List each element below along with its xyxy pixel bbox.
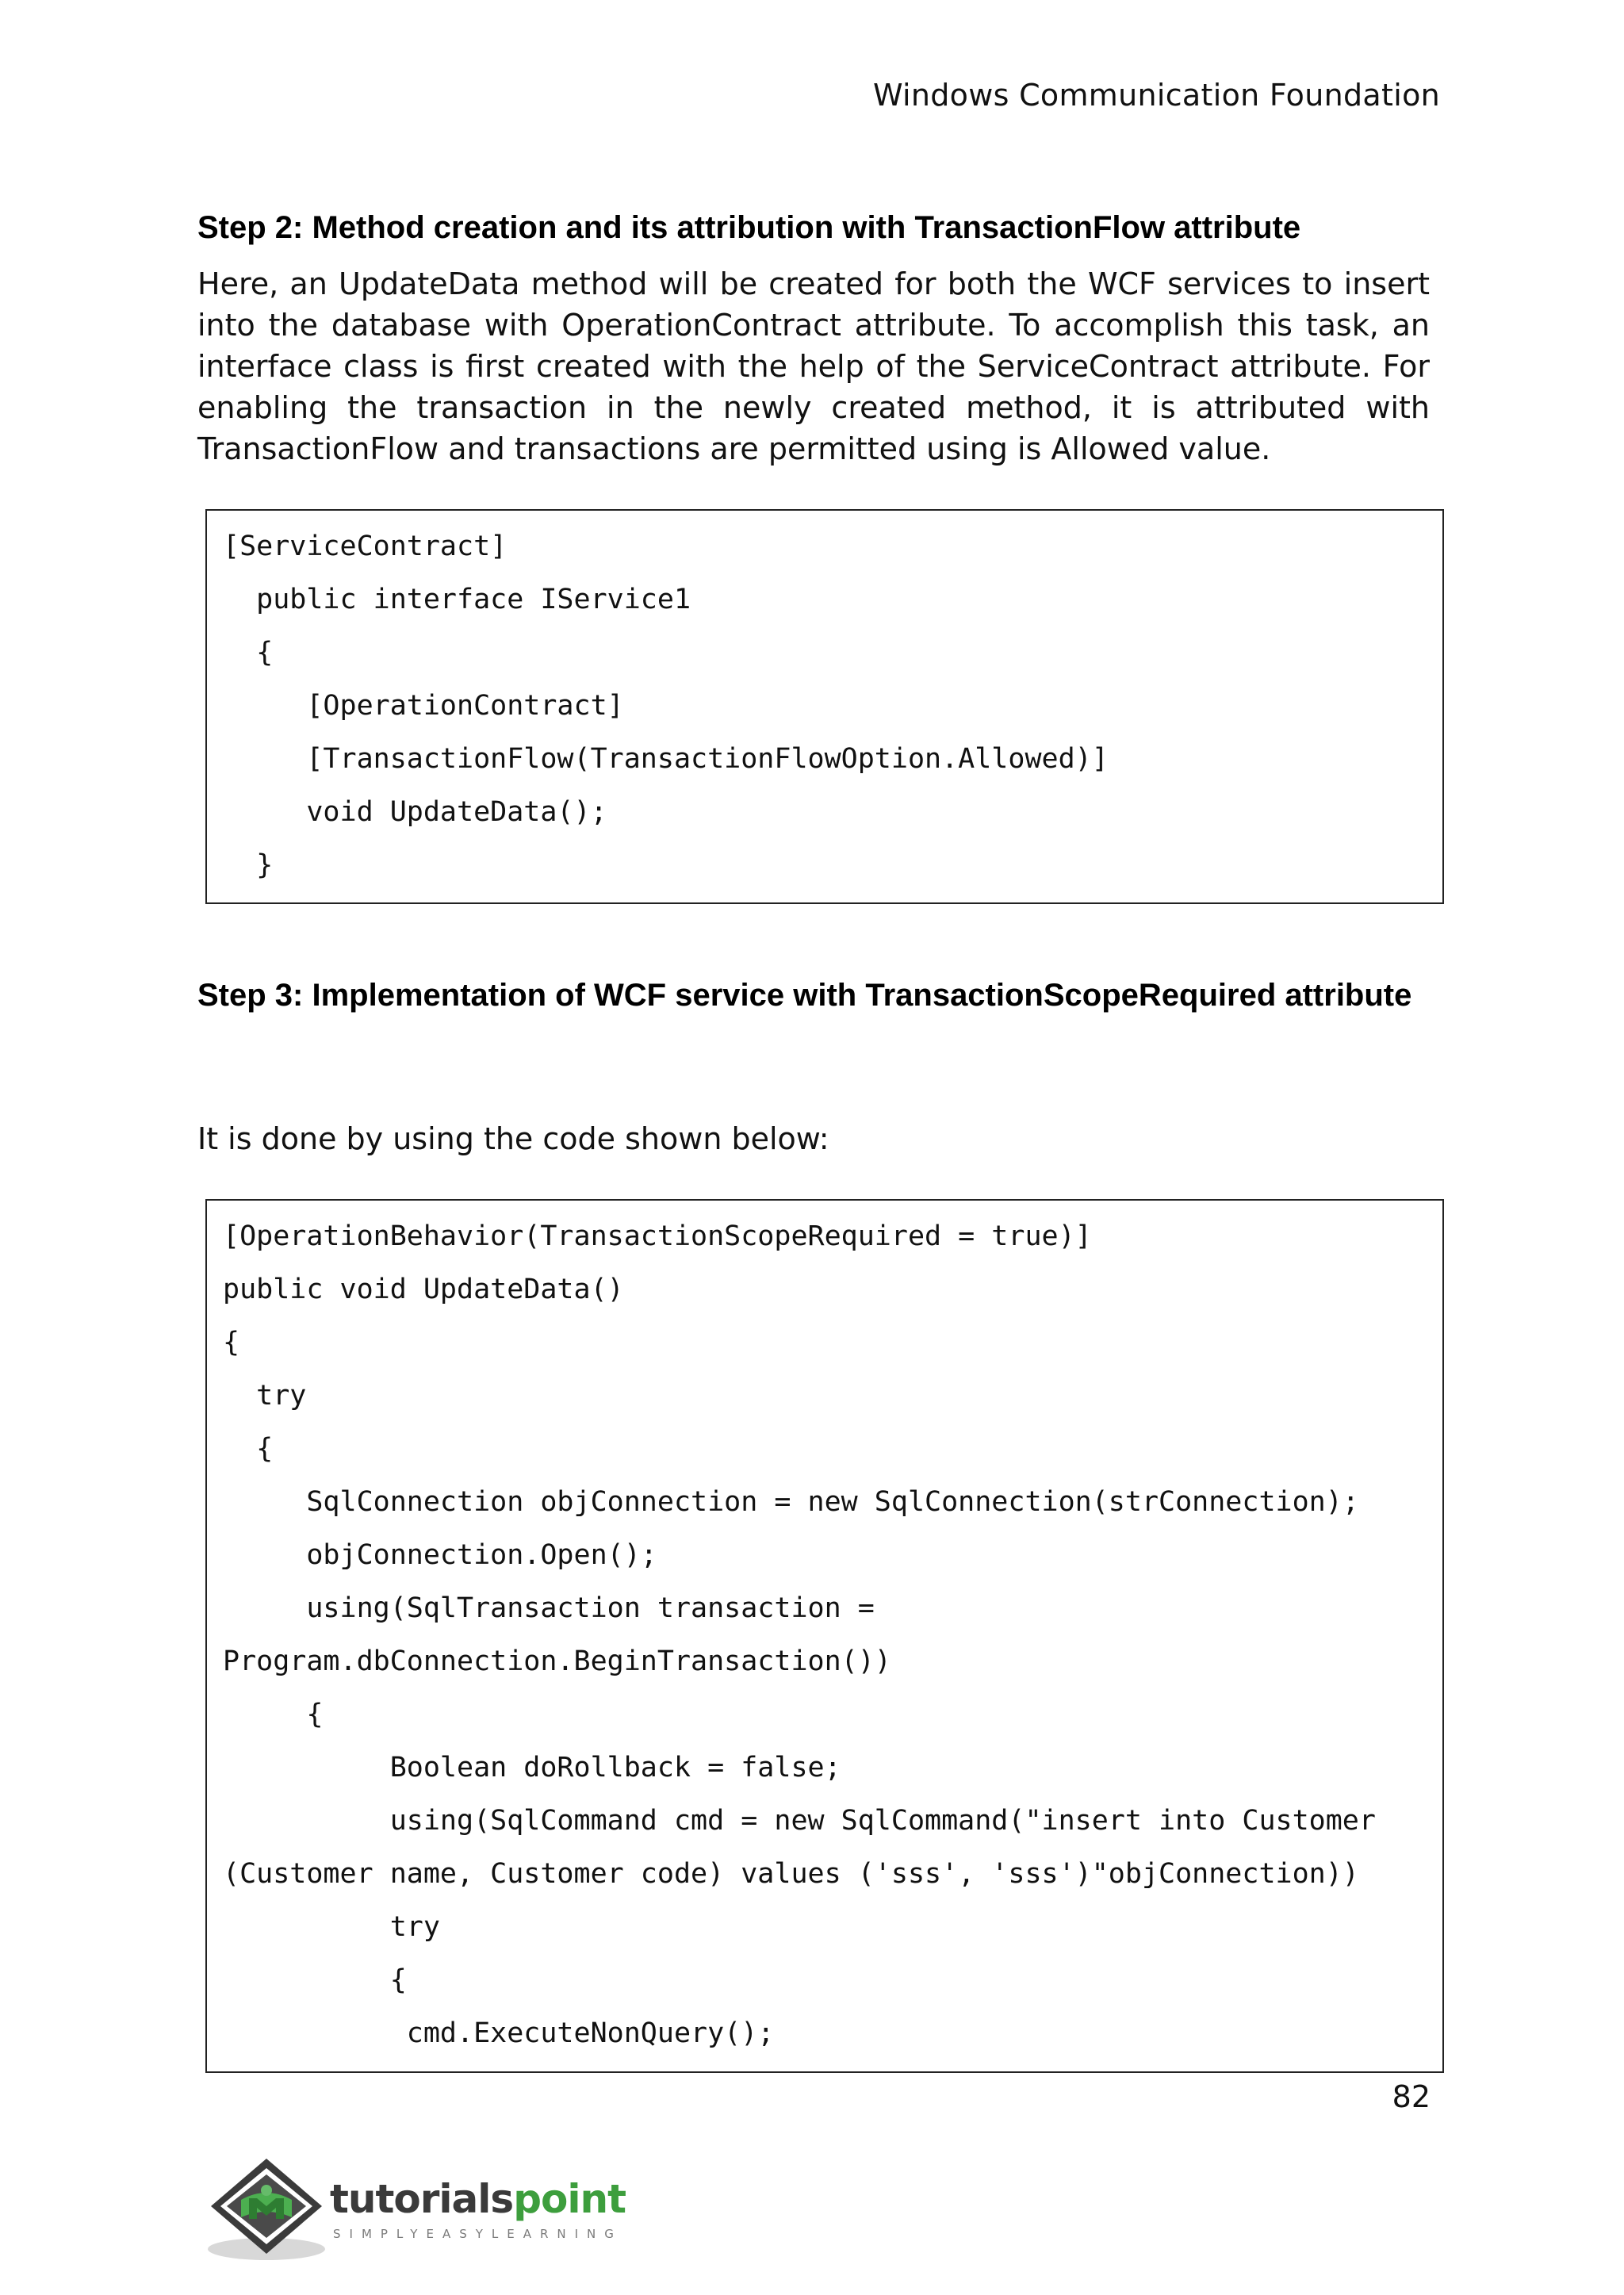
code-line: { bbox=[223, 1964, 407, 1996]
code-line: [ServiceContract] bbox=[223, 531, 508, 562]
logo-tagline: SIMPLYEASYLEARNING bbox=[333, 2227, 622, 2241]
code-line: Boolean doRollback = false; bbox=[223, 1752, 841, 1784]
code-line: [OperationContract] bbox=[223, 690, 624, 722]
code-line: { bbox=[223, 1327, 240, 1358]
code-line: SqlConnection objConnection = new SqlConnection(strConnection); bbox=[223, 1486, 1359, 1518]
code-line: (Customer name, Customer code) values ('sss', 'sss')"objConnection)) bbox=[223, 1858, 1359, 1890]
code-line: try bbox=[223, 1911, 440, 1943]
code-line: [OperationBehavior(TransactionScopeRequired = true)] bbox=[223, 1220, 1092, 1252]
logo-word-main: tutorials bbox=[330, 2176, 514, 2222]
code-line: using(SqlTransaction transaction = bbox=[223, 1592, 875, 1624]
code-line: public void UpdateData() bbox=[223, 1274, 624, 1305]
step-2-paragraph: Here, an UpdateData method will be created for both the WCF services to insert into the database with OperationContract attribute. To accomplish this task, an interface class is first created with the help of the ServiceContract attribute. For enabling the transaction in the newly created method, it is attributed with TransactionFlow and transactions are permitted using is Allowed value. bbox=[197, 266, 1430, 466]
code-line: public interface IService1 bbox=[223, 584, 691, 615]
code-block-update-data bbox=[205, 1199, 1444, 2073]
logo-wordmark bbox=[330, 2176, 626, 2222]
code-line: Program.dbConnection.BeginTransaction()) bbox=[223, 1646, 891, 1677]
step-3-heading: Step 3: Implementation of WCF service with TransactionScopeRequired attribute bbox=[197, 978, 1412, 1013]
step-3-paragraph: It is done by using the code shown below: bbox=[197, 1121, 829, 1156]
code-line: } bbox=[223, 849, 274, 881]
step-2-heading: Step 2: Method creation and its attribution with TransactionFlow attribute bbox=[197, 210, 1301, 245]
tutorialspoint-logo bbox=[203, 2151, 647, 2270]
logo-emblem-icon bbox=[203, 2151, 330, 2270]
code-line: { bbox=[223, 1433, 274, 1465]
code-line: try bbox=[223, 1380, 307, 1412]
logo-word-accent: point bbox=[513, 2176, 626, 2222]
code-line: objConnection.Open(); bbox=[223, 1539, 657, 1571]
code-line: void UpdateData(); bbox=[223, 796, 607, 828]
running-header: Windows Communication Foundation bbox=[872, 78, 1440, 113]
code-line: { bbox=[223, 1699, 324, 1730]
code-line: { bbox=[223, 637, 274, 669]
code-block-service-contract bbox=[205, 509, 1444, 904]
page-number: 82 bbox=[1392, 2079, 1431, 2114]
code-line: [TransactionFlow(TransactionFlowOption.Allowed)] bbox=[223, 743, 1109, 775]
code-line: using(SqlCommand cmd = new SqlCommand("insert into Customer bbox=[223, 1805, 1376, 1837]
code-line: cmd.ExecuteNonQuery(); bbox=[223, 2017, 775, 2049]
